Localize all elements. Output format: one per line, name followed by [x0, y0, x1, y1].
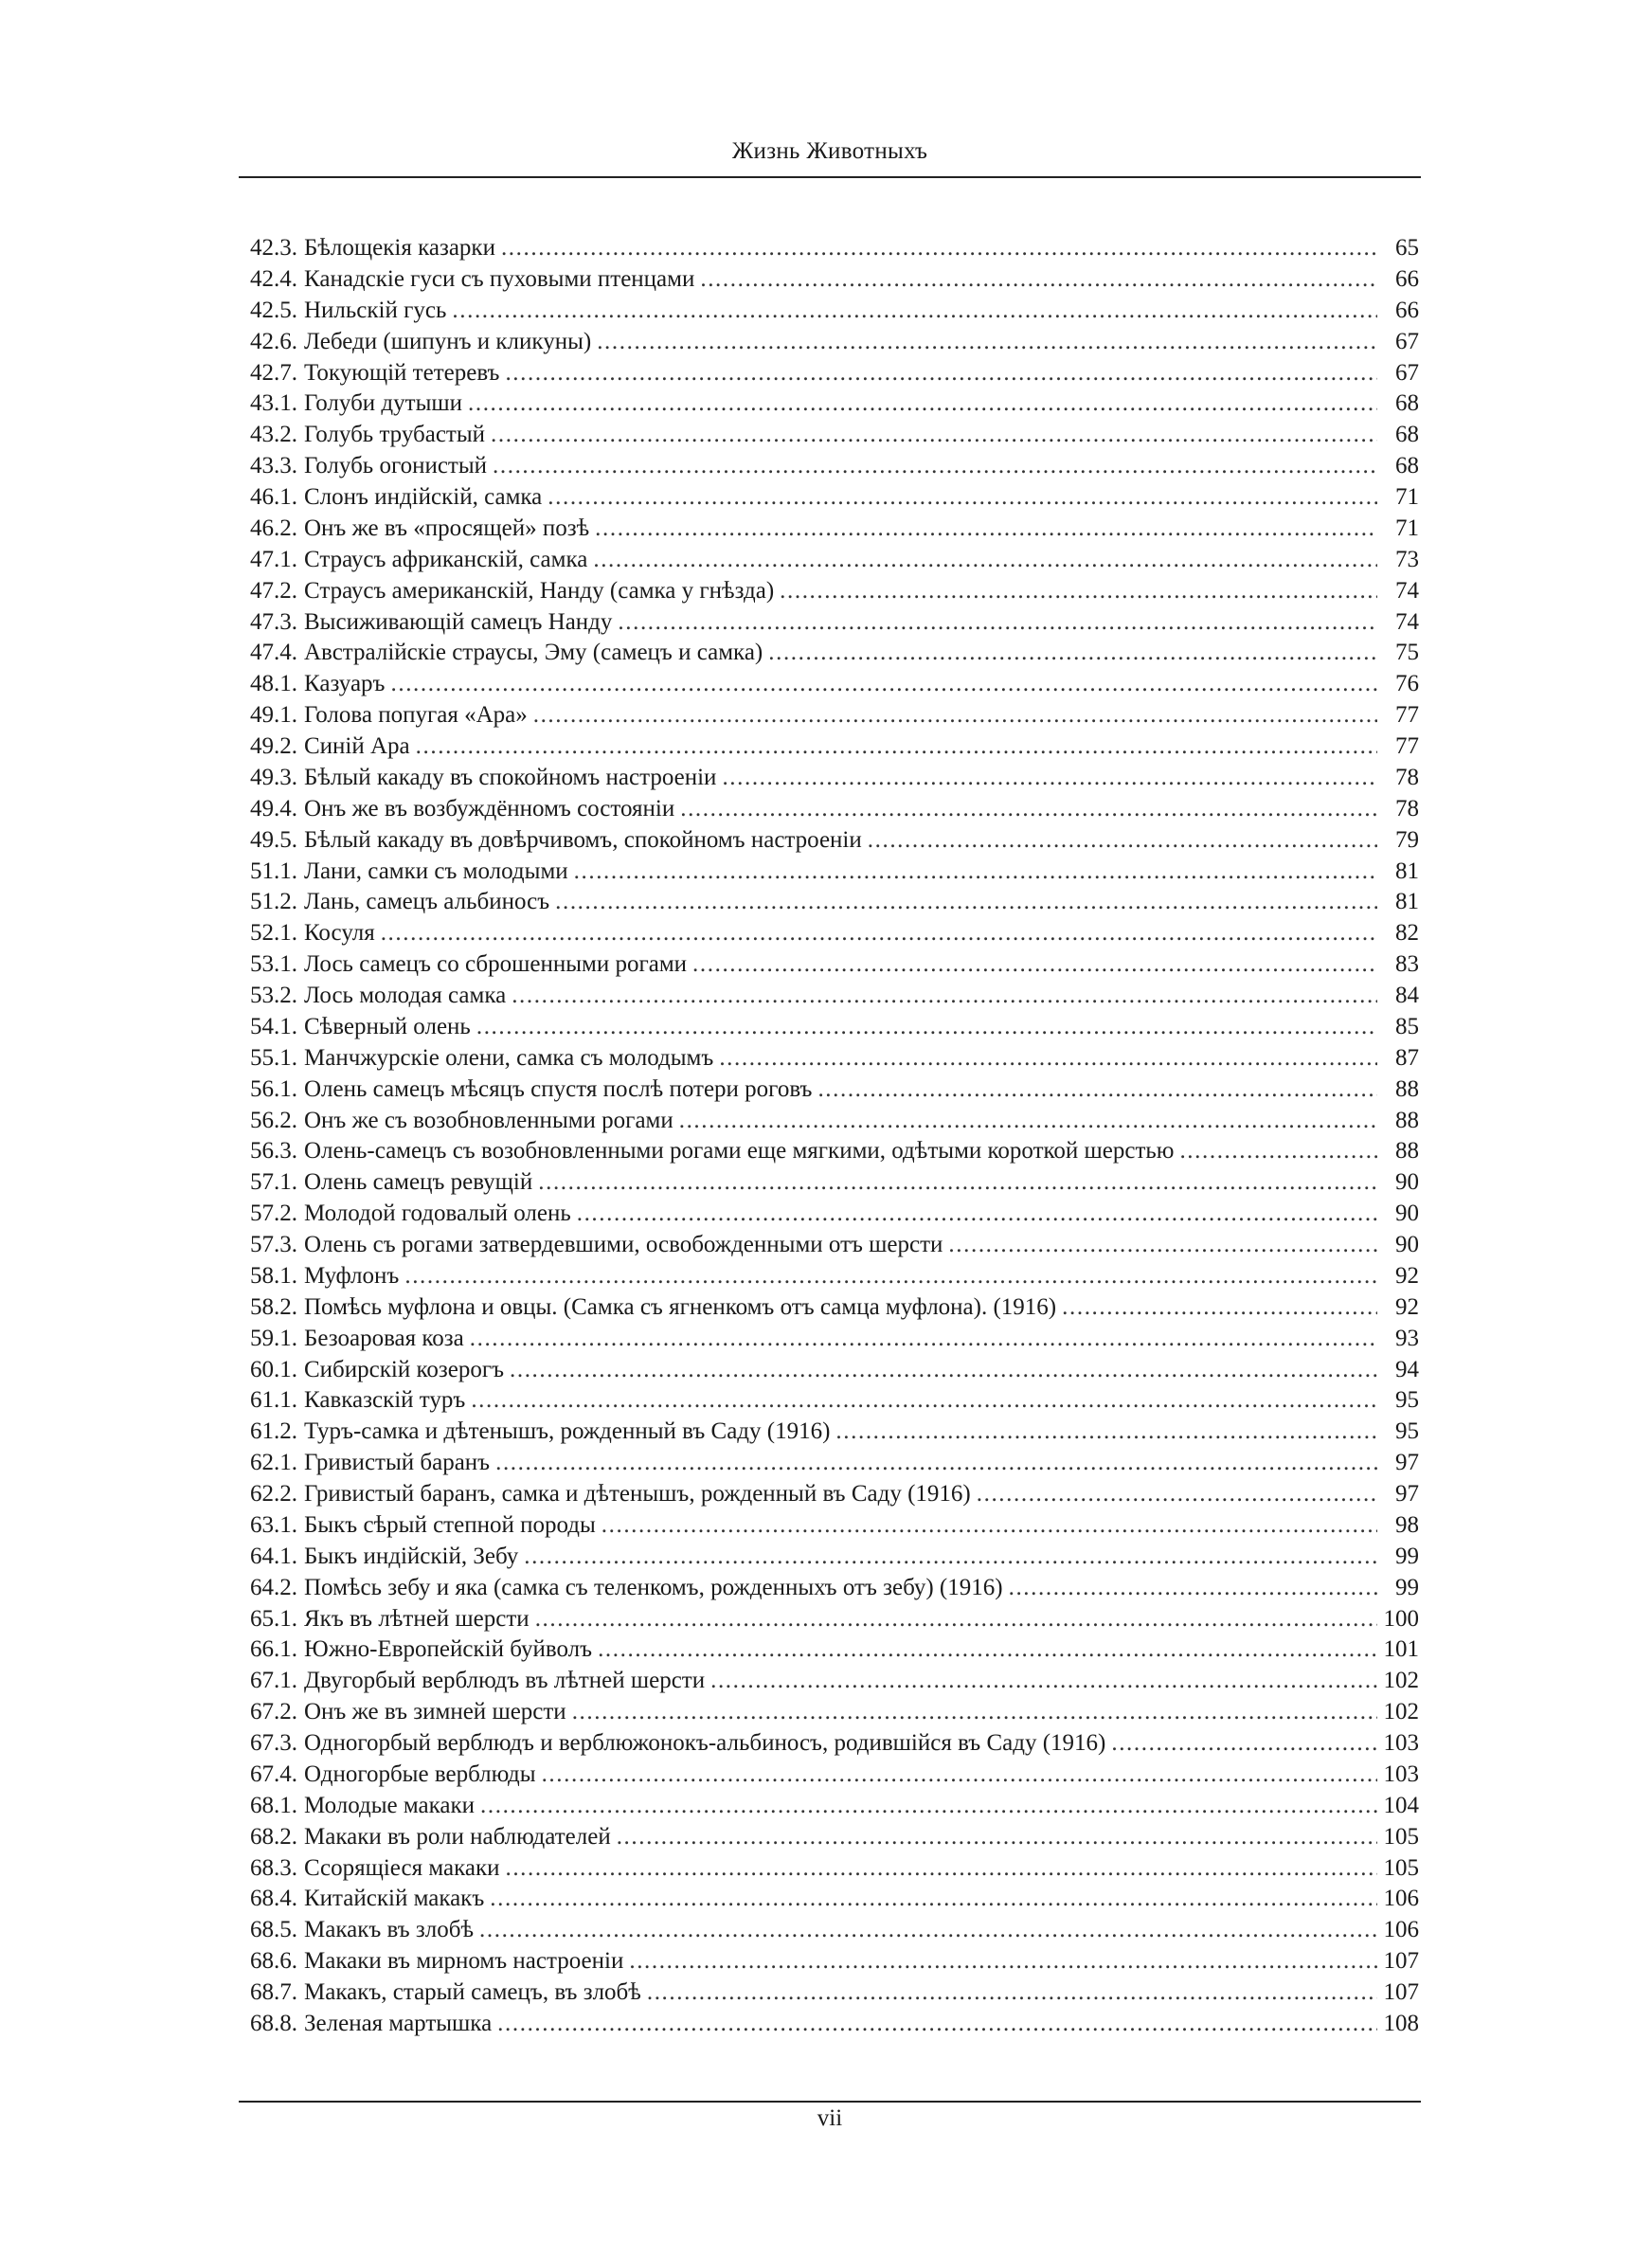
- toc-entry-title: Муфлонъ: [304, 1262, 400, 1289]
- toc-entry: [250, 1884, 1419, 1915]
- toc-entry-number: 46.2.: [250, 515, 297, 541]
- dot-leader: [452, 296, 1377, 327]
- dot-leader: [1111, 1728, 1377, 1760]
- toc-entry-page: 78: [1395, 795, 1419, 822]
- toc-entry-number: 58.2.: [250, 1293, 297, 1320]
- toc-entry: [250, 264, 1419, 296]
- toc-entry-page: 99: [1395, 1574, 1419, 1600]
- toc-entry-number: 62.2.: [250, 1481, 297, 1507]
- dot-leader: [491, 420, 1377, 451]
- toc-entry: [250, 1728, 1419, 1760]
- dot-leader: [510, 1355, 1377, 1386]
- toc-entry-page: 102: [1383, 1668, 1419, 1694]
- toc-entry-title: Китайскій макакъ: [304, 1886, 485, 1912]
- toc-entry-number: 49.2.: [250, 733, 297, 759]
- dot-leader: [512, 981, 1377, 1012]
- toc-entry: [250, 420, 1419, 451]
- toc-entry: [250, 1167, 1419, 1199]
- toc-entry-page: 88: [1395, 1138, 1419, 1165]
- toc-entry-title: Онъ же въ «просящей» позѣ: [304, 515, 590, 541]
- toc-entry-title: Онъ же въ зимней шерсти: [304, 1699, 566, 1725]
- toc-entry: [250, 451, 1419, 482]
- toc-entry-title: Слонъ индійскій, самка: [304, 484, 543, 510]
- toc-entry-title: Якъ въ лѣтней шерсти: [304, 1605, 530, 1632]
- toc-entry: [250, 1791, 1419, 1822]
- toc-entry-page: 103: [1383, 1760, 1419, 1787]
- toc-entry-number: 43.3.: [250, 453, 297, 479]
- toc-entry: [250, 763, 1419, 794]
- dot-leader: [692, 949, 1377, 981]
- toc-entry-title: Ссорящіеся макаки: [304, 1854, 500, 1881]
- toc-entry-number: 57.1.: [250, 1169, 297, 1196]
- toc-entry-number: 56.3.: [250, 1138, 297, 1165]
- dot-leader: [535, 1604, 1377, 1635]
- toc-entry: [250, 794, 1419, 825]
- dot-leader: [617, 1822, 1377, 1853]
- toc-entry-number: 43.1.: [250, 390, 297, 417]
- toc-entry: [250, 327, 1419, 358]
- toc-entry: [250, 1946, 1419, 1977]
- toc-entry-page: 98: [1395, 1511, 1419, 1538]
- dot-leader: [490, 1884, 1377, 1915]
- toc-entry-page: 105: [1383, 1854, 1419, 1881]
- dot-leader: [538, 1167, 1377, 1199]
- toc-entry-page: 106: [1383, 1886, 1419, 1912]
- dot-leader: [817, 1074, 1377, 1106]
- toc-entry-title: Молодой годовалый олень: [304, 1201, 571, 1227]
- toc-entry-title: Бѣлый какаду въ спокойномъ настроеніи: [304, 764, 717, 790]
- toc-entry: [250, 1230, 1419, 1261]
- toc-entry: [250, 1977, 1419, 2009]
- toc-entry-title: Быкъ индійскій, Зебу: [304, 1543, 519, 1569]
- toc-entry: [250, 638, 1419, 669]
- toc-entry-page: 83: [1395, 951, 1419, 978]
- toc-entry-number: 47.4.: [250, 640, 297, 666]
- toc-entry-title: Олень-самецъ съ возобновленными рогами еще мягкими, одѣтыми короткой шерстью: [304, 1138, 1175, 1165]
- dot-leader: [497, 2009, 1377, 2040]
- toc-entry-title: Казуаръ: [304, 671, 386, 697]
- dot-leader: [476, 1012, 1377, 1043]
- toc-entry-number: 49.1.: [250, 702, 297, 729]
- toc-entry-title: Голова попугая «Ара»: [304, 702, 528, 729]
- toc-entry-number: 61.1.: [250, 1387, 297, 1414]
- toc-entry-number: 65.1.: [250, 1605, 297, 1632]
- toc-entry-number: 64.1.: [250, 1543, 297, 1569]
- toc-entry: [250, 825, 1419, 857]
- toc-entry-title: Лось самецъ со сброшенными рогами: [304, 951, 688, 978]
- toc-entry-title: Двугорбый верблюдъ въ лѣтней шерсти: [304, 1668, 706, 1694]
- toc-entry-number: 56.2.: [250, 1107, 297, 1133]
- dot-leader: [719, 1043, 1377, 1074]
- dot-leader: [1062, 1292, 1377, 1324]
- page-number: vii: [817, 2105, 843, 2131]
- toc-entry-page: 71: [1395, 515, 1419, 541]
- toc-entry-title: Макаки въ мирномъ настроеніи: [304, 1948, 624, 1975]
- toc-entry-title: Голуби дутыши: [304, 390, 462, 417]
- dot-leader: [533, 700, 1377, 731]
- toc-entry-title: Страусъ американскій, Нанду (самка у гнѣзда): [304, 577, 775, 604]
- dot-leader: [868, 825, 1377, 857]
- toc-entry: [250, 1385, 1419, 1417]
- toc-entry-page: 99: [1395, 1543, 1419, 1569]
- toc-entry: [250, 1199, 1419, 1230]
- toc-entry: [250, 949, 1419, 981]
- toc-entry-title: Синій Ара: [304, 733, 410, 759]
- dot-leader: [722, 763, 1377, 794]
- toc-entry-number: 43.2.: [250, 422, 297, 448]
- dot-leader: [495, 1448, 1377, 1479]
- toc-entry: [250, 1136, 1419, 1167]
- toc-entry-title: Австралійскіе страусы, Эму (самецъ и самка): [304, 640, 763, 666]
- toc-entry: [250, 981, 1419, 1012]
- dot-leader: [572, 1697, 1377, 1728]
- toc-entry-page: 90: [1395, 1201, 1419, 1227]
- toc-entry: [250, 607, 1419, 639]
- toc-entry-title: Одногорбые верблюды: [304, 1760, 536, 1787]
- toc-entry-title: Онъ же въ возбуждённомъ состояніи: [304, 795, 675, 822]
- toc-entry-number: 42.4.: [250, 265, 297, 292]
- dot-leader: [480, 1791, 1377, 1822]
- toc-entry-number: 51.1.: [250, 858, 297, 884]
- dot-leader: [768, 638, 1377, 669]
- toc-entry-page: 95: [1395, 1387, 1419, 1414]
- dot-leader: [471, 1385, 1377, 1417]
- toc-entry-page: 100: [1383, 1605, 1419, 1632]
- toc-entry: [250, 1760, 1419, 1791]
- dot-leader: [647, 1977, 1377, 2009]
- toc-entry-page: 75: [1395, 640, 1419, 666]
- dot-leader: [577, 1199, 1377, 1230]
- toc-entry: [250, 731, 1419, 763]
- dot-leader: [468, 388, 1377, 420]
- toc-entry-page: 107: [1383, 1948, 1419, 1975]
- dot-leader: [595, 514, 1377, 545]
- dot-leader: [1179, 1136, 1377, 1167]
- toc-entry-number: 48.1.: [250, 671, 297, 697]
- toc-entry-number: 54.1.: [250, 1013, 297, 1039]
- toc-entry-title: Голубь трубастый: [304, 422, 486, 448]
- toc-entry-page: 66: [1395, 265, 1419, 292]
- toc-entry: [250, 1355, 1419, 1386]
- dot-leader: [598, 1634, 1377, 1666]
- toc-entry-page: 87: [1395, 1044, 1419, 1071]
- dot-leader: [505, 358, 1377, 389]
- dot-leader: [593, 545, 1377, 576]
- toc-entry-title: Косуля: [304, 920, 375, 947]
- toc-entry-page: 71: [1395, 484, 1419, 510]
- dot-leader: [404, 1261, 1377, 1292]
- toc-entry-number: 53.2.: [250, 983, 297, 1008]
- toc-entry-page: 66: [1395, 297, 1419, 323]
- toc-entry-number: 68.1.: [250, 1792, 297, 1818]
- toc-entry: [250, 1697, 1419, 1728]
- toc-entry-title: Лебеди (шипунъ и кликуны): [304, 328, 592, 354]
- toc-entry-title: Нильскій гусь: [304, 297, 447, 323]
- dot-leader: [574, 857, 1377, 888]
- toc-entry-page: 77: [1395, 702, 1419, 729]
- toc-entry-number: 47.2.: [250, 577, 297, 604]
- toc-entry-title: Бѣлый какаду въ довѣрчивомъ, спокойномъ настроеніи: [304, 826, 862, 853]
- toc-entry-title: Гривистый баранъ: [304, 1450, 491, 1476]
- toc-entry: [250, 482, 1419, 514]
- toc-entry-page: 67: [1395, 328, 1419, 354]
- toc-entry-number: 68.5.: [250, 1917, 297, 1943]
- toc-entry-number: 68.3.: [250, 1854, 297, 1881]
- toc-entry-number: 67.3.: [250, 1730, 297, 1756]
- toc-entry-number: 68.6.: [250, 1948, 297, 1975]
- toc-entry-number: 49.4.: [250, 795, 297, 822]
- toc-entry: [250, 514, 1419, 545]
- toc-entry: [250, 918, 1419, 949]
- toc-entry-number: 49.3.: [250, 764, 297, 790]
- toc-entry-number: 47.1.: [250, 546, 297, 572]
- dot-leader: [977, 1479, 1377, 1510]
- toc-entry: [250, 388, 1419, 420]
- toc-entry-number: 68.7.: [250, 1979, 297, 2005]
- toc-entry: [250, 545, 1419, 576]
- toc-entry-title: Бѣлощекія казарки: [304, 235, 495, 261]
- toc-entry: [250, 1012, 1419, 1043]
- dot-leader: [501, 233, 1377, 264]
- toc-entry-page: 105: [1383, 1823, 1419, 1850]
- toc-entry-number: 61.2.: [250, 1418, 297, 1445]
- toc-entry: [250, 1822, 1419, 1853]
- toc-entry-title: Лось молодая самка: [304, 983, 507, 1008]
- toc-entry-page: 74: [1395, 608, 1419, 635]
- toc-entry-page: 81: [1395, 889, 1419, 915]
- toc-entry: [250, 857, 1419, 888]
- dot-leader: [602, 1510, 1377, 1542]
- toc-entry-number: 57.2.: [250, 1201, 297, 1227]
- toc-entry: [250, 1510, 1419, 1542]
- toc-entry-number: 59.1.: [250, 1325, 297, 1351]
- dot-leader: [618, 607, 1377, 639]
- toc-entry-page: 88: [1395, 1075, 1419, 1102]
- toc-entry: [250, 1853, 1419, 1885]
- dot-leader: [505, 1853, 1377, 1885]
- toc-entry-title: Зеленая мартышка: [304, 2010, 493, 2036]
- toc-entry-page: 82: [1395, 920, 1419, 947]
- toc-entry-title: Помѣсь муфлона и овцы. (Самка съ ягненкомъ отъ самца муфлона). (1916): [304, 1293, 1057, 1320]
- toc-entry-number: 42.5.: [250, 297, 297, 323]
- toc-entry-page: 92: [1395, 1293, 1419, 1320]
- toc-entry-page: 78: [1395, 764, 1419, 790]
- toc-entry-page: 95: [1395, 1418, 1419, 1445]
- toc-entry-page: 92: [1395, 1262, 1419, 1289]
- toc-entry: [250, 1604, 1419, 1635]
- toc-entry-title: Кавказскій туръ: [304, 1387, 466, 1414]
- toc-entry-title: Сѣверный олень: [304, 1013, 471, 1039]
- toc-entry: [250, 358, 1419, 389]
- toc-entry-title: Олень съ рогами затвердевшими, освобожденными отъ шерсти: [304, 1232, 943, 1257]
- toc-entry-title: Туръ-самка и дѣтенышъ, рожденный въ Саду (1916): [304, 1418, 831, 1445]
- toc-entry-page: 103: [1383, 1730, 1419, 1756]
- dot-leader: [470, 1324, 1377, 1355]
- toc-entry-title: Макаки въ роли наблюдателей: [304, 1823, 611, 1850]
- toc-entry-number: 60.1.: [250, 1356, 297, 1382]
- dot-leader: [948, 1230, 1377, 1261]
- dot-leader: [479, 1915, 1377, 1946]
- dot-leader: [493, 451, 1377, 482]
- dot-leader: [679, 1106, 1377, 1137]
- toc-entry-title: Южно-Европейскій буйволъ: [304, 1636, 593, 1663]
- toc-entry-page: 68: [1395, 390, 1419, 417]
- toc-entry-page: 68: [1395, 422, 1419, 448]
- toc-entry-number: 53.1.: [250, 951, 297, 978]
- toc-entry-number: 62.1.: [250, 1450, 297, 1476]
- toc-entry-number: 46.1.: [250, 484, 297, 510]
- toc-entry-page: 68: [1395, 453, 1419, 479]
- toc-entry-title: Помѣсь зебу и яка (самка съ теленкомъ, рожденныхъ отъ зебу) (1916): [304, 1574, 1003, 1600]
- toc-entry-number: 51.2.: [250, 889, 297, 915]
- toc-entry: [250, 1043, 1419, 1074]
- toc-entry-title: Манчжурскіе олени, самка съ молодымъ: [304, 1044, 714, 1071]
- toc-entry-title: Олень самецъ мѣсяцъ спустя послѣ потери роговъ: [304, 1075, 813, 1102]
- toc-entry-page: 94: [1395, 1356, 1419, 1382]
- toc-entry: [250, 1448, 1419, 1479]
- toc-entry-page: 104: [1383, 1792, 1419, 1818]
- toc-entry-title: Безоаровая коза: [304, 1325, 464, 1351]
- dot-leader: [710, 1666, 1377, 1697]
- toc-entry-number: 68.2.: [250, 1823, 297, 1850]
- toc-entry: [250, 1634, 1419, 1666]
- toc-entry: [250, 1417, 1419, 1448]
- toc-entry-number: 58.1.: [250, 1262, 297, 1289]
- toc-entry: [250, 1074, 1419, 1106]
- toc-entry-number: 64.2.: [250, 1574, 297, 1600]
- toc-entry-number: 67.4.: [250, 1760, 297, 1787]
- dot-leader: [381, 918, 1377, 949]
- toc-entry-number: 56.1.: [250, 1075, 297, 1102]
- toc-entry-title: Токующій тетеревъ: [304, 359, 500, 386]
- toc-entry-title: Олень самецъ ревущій: [304, 1169, 533, 1196]
- toc-entry: [250, 1479, 1419, 1510]
- dot-leader: [780, 576, 1377, 607]
- dot-leader: [629, 1946, 1377, 1977]
- toc-entry-title: Макакъ въ злобѣ: [304, 1917, 475, 1943]
- toc-entry: [250, 1261, 1419, 1292]
- toc-entry-title: Онъ же съ возобновленными рогами: [304, 1107, 673, 1133]
- toc-entry-page: 106: [1383, 1917, 1419, 1943]
- toc-entry-number: 42.7.: [250, 359, 297, 386]
- toc-entry-title: Канадскіе гуси съ пуховыми птенцами: [304, 265, 695, 292]
- toc-entry: [250, 2009, 1419, 2040]
- toc-entry-number: 42.6.: [250, 328, 297, 354]
- toc-entry-page: 102: [1383, 1699, 1419, 1725]
- toc-entry-page: 93: [1395, 1325, 1419, 1351]
- toc-entry-number: 49.5.: [250, 826, 297, 853]
- dot-leader: [835, 1417, 1377, 1448]
- dot-leader: [597, 327, 1377, 358]
- toc-entry: [250, 1292, 1419, 1324]
- toc-entry: [250, 233, 1419, 264]
- toc-entry-title: Лани, самки съ молодыми: [304, 858, 568, 884]
- toc-entry-number: 68.4.: [250, 1886, 297, 1912]
- toc-entry-number: 66.1.: [250, 1636, 297, 1663]
- toc-entry-page: 107: [1383, 1979, 1419, 2005]
- toc-entry-page: 97: [1395, 1481, 1419, 1507]
- toc-entry-page: 85: [1395, 1013, 1419, 1039]
- toc-entry-page: 81: [1395, 858, 1419, 884]
- toc-entry-number: 47.3.: [250, 608, 297, 635]
- toc-entry-page: 65: [1395, 235, 1419, 261]
- toc-entry: [250, 1324, 1419, 1355]
- toc-entry-page: 88: [1395, 1107, 1419, 1133]
- dot-leader: [391, 669, 1378, 700]
- dot-leader: [700, 264, 1377, 296]
- toc-entry-number: 67.2.: [250, 1699, 297, 1725]
- toc-entry-number: 63.1.: [250, 1511, 297, 1538]
- table-of-contents: [250, 233, 1419, 2040]
- header-rule: [239, 176, 1421, 178]
- dot-leader: [548, 482, 1377, 514]
- toc-entry: [250, 1573, 1419, 1604]
- toc-entry-title: Молодые макаки: [304, 1792, 476, 1818]
- dot-leader: [555, 887, 1377, 918]
- toc-entry-number: 57.3.: [250, 1232, 297, 1257]
- toc-entry-title: Одногорбый верблюдъ и верблюжонокъ-альбиносъ, родившійся въ Саду (1916): [304, 1730, 1106, 1756]
- toc-entry-title: Макакъ, старый самецъ, въ злобѣ: [304, 1979, 641, 2005]
- dot-leader: [542, 1760, 1377, 1791]
- toc-entry-page: 90: [1395, 1169, 1419, 1196]
- dot-leader: [1009, 1573, 1377, 1604]
- dot-leader: [524, 1542, 1377, 1573]
- toc-entry-page: 90: [1395, 1232, 1419, 1257]
- toc-entry-title: Гривистый баранъ, самка и дѣтенышъ, рожденный въ Саду (1916): [304, 1481, 971, 1507]
- toc-entry-page: 79: [1395, 826, 1419, 853]
- toc-entry: [250, 1915, 1419, 1946]
- toc-entry-number: 42.3.: [250, 235, 297, 261]
- toc-entry: [250, 887, 1419, 918]
- toc-entry-title: Высиживающій самецъ Нанду: [304, 608, 613, 635]
- dot-leader: [416, 731, 1377, 763]
- toc-entry-title: Быкъ сѣрый степной породы: [304, 1511, 596, 1538]
- toc-entry-number: 55.1.: [250, 1044, 297, 1071]
- toc-entry: [250, 700, 1419, 731]
- toc-entry-page: 74: [1395, 577, 1419, 604]
- toc-entry-page: 73: [1395, 546, 1419, 572]
- toc-entry-title: Лань, самецъ альбиносъ: [304, 889, 550, 915]
- toc-entry-page: 76: [1395, 671, 1419, 697]
- toc-entry: [250, 576, 1419, 607]
- toc-entry: [250, 1542, 1419, 1573]
- toc-entry-title: Сибирскій козерогъ: [304, 1356, 504, 1382]
- toc-entry-page: 67: [1395, 359, 1419, 386]
- toc-entry: [250, 1666, 1419, 1697]
- running-title: Жизнь Животныхъ: [731, 138, 928, 164]
- footer-rule: [239, 2101, 1421, 2103]
- toc-entry-page: 108: [1383, 2010, 1419, 2036]
- dot-leader: [680, 794, 1377, 825]
- toc-entry-number: 52.1.: [250, 920, 297, 947]
- toc-entry: [250, 669, 1419, 700]
- toc-entry-title: Страусъ африканскій, самка: [304, 546, 588, 572]
- toc-entry-page: 101: [1383, 1636, 1419, 1663]
- toc-entry: [250, 1106, 1419, 1137]
- toc-entry-page: 77: [1395, 733, 1419, 759]
- toc-entry-page: 84: [1395, 983, 1419, 1008]
- toc-entry: [250, 296, 1419, 327]
- toc-entry-title: Голубь огонистый: [304, 453, 488, 479]
- toc-entry-number: 67.1.: [250, 1668, 297, 1694]
- toc-entry-number: 68.8.: [250, 2010, 297, 2036]
- toc-entry-page: 97: [1395, 1450, 1419, 1476]
